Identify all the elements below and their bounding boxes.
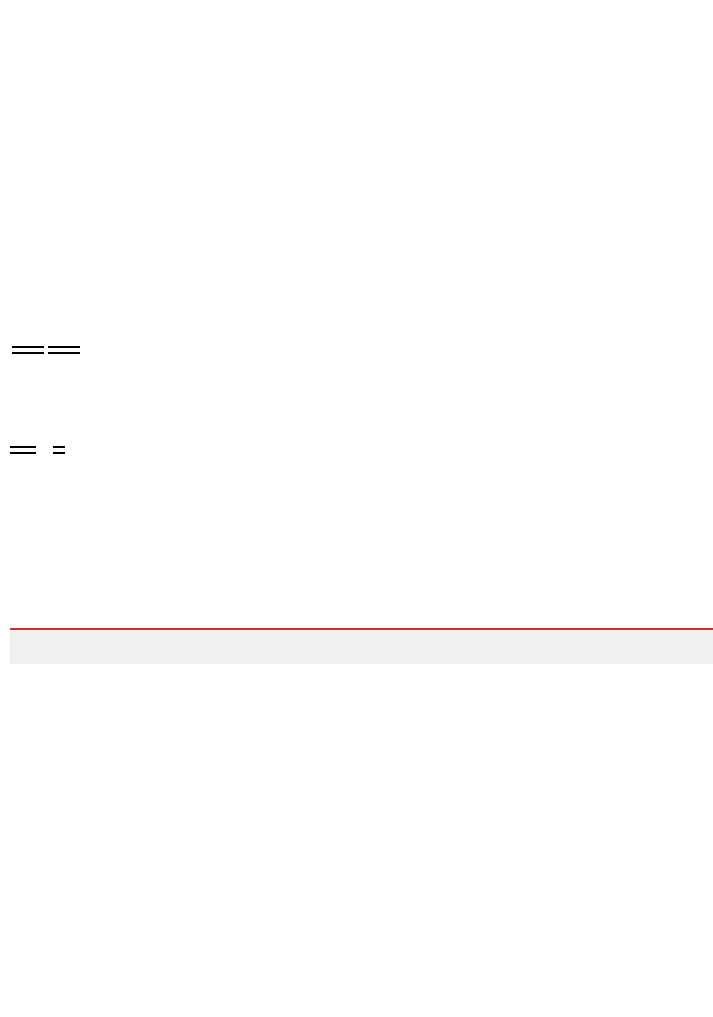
draw-result-bar <box>0 481 713 517</box>
bar-mark <box>12 346 44 354</box>
text-line <box>10 340 82 360</box>
draw-history <box>10 628 713 664</box>
bar-mark <box>53 446 65 454</box>
history-header <box>10 630 713 664</box>
article <box>0 0 713 480</box>
bar-mark <box>10 446 36 454</box>
text-line <box>10 440 80 460</box>
bar-mark <box>48 346 80 354</box>
